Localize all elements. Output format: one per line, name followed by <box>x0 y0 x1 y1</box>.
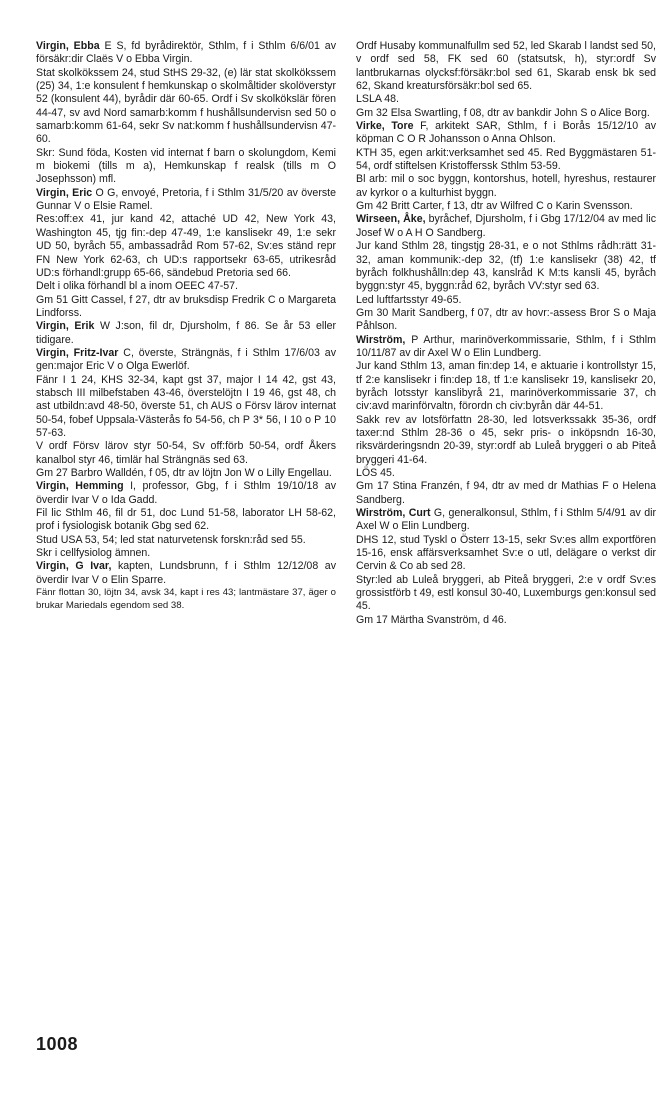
entry-paragraph <box>356 360 656 413</box>
entry-paragraph <box>356 240 656 293</box>
entry-paragraph <box>36 147 336 187</box>
entry-text: O G, envoyé, Pretoria, f i Sthlm 31/5/20 av överste Gunnar V o Elsie Ramel. <box>36 186 336 213</box>
entry-text: Gm 30 Marit Sandberg, f 07, dtr av hovr:-assess Bror S o Maja Påhlson. <box>356 306 656 333</box>
entry-text: Res:off:ex 41, jur kand 42, attaché UD 42, New York 43, Washington 45, tjg fin:-dep 47-49, 1:e kanslisekr 49, 1:e sekr UD 50, byråch 55, ambassadråd Rom 57-62, Sv:es ständ repr FN New York 62-63, ch UD:s rapportsekr 63-65, utrikesråd UD:s förhandl:grupp 65-66, sändebud Pretoria sed 66. <box>36 213 336 279</box>
person-name: Virgin, Hemming <box>36 480 124 493</box>
entry-heading-paragraph <box>356 507 656 534</box>
entry-text: G, generalkonsul, Sthlm, f i Sthlm 5/4/91 av dir Axel W o Elin Lundberg. <box>356 507 656 533</box>
entry-text: LÖS 45. <box>356 467 395 479</box>
page-number: 1008 <box>36 1034 79 1054</box>
left-column <box>36 40 336 612</box>
person-name: Virgin, G Ivar, <box>36 560 112 573</box>
entry-paragraph <box>36 374 336 441</box>
entry-text: Stat skolkökssem 24, stud StHS 29-32, (e) lär stat skolkökssem (25) 34, 1:e konsulent f hemkunskap o skolmåltider skolöverstyr 52 (konsulent 44), byrådir där 60-65. Ordf i Sv skolkökslär fören 44-47, sv avd Nord samarb:komm f hushållsundervisn sed 50 o samarb:komm 61-64, sekr Sv nat:komm f hushållsundervisn 47-60. <box>36 66 336 146</box>
entry-text: Fil lic Sthlm 46, fil dr 51, doc Lund 51-58, laborator LH 58-62, prof i fysiologisk botanik Gbg sed 62. <box>36 507 336 533</box>
entry-text: Ordf Husaby kommunalfullm sed 52, led Skarab l landst sed 50, v ordf sed 58, FK sed 60 (statsutsk, h), styr:ordf Sv lantbrukarnas olycksf:försäkr:bol sed 61, Skarab ensk bk sed 62, Skand kreatursförsäkr:bol sed 65. <box>356 40 656 93</box>
person-name: Virgin, Ebba <box>36 40 100 52</box>
entry-paragraph <box>36 587 336 612</box>
person-name: Wirström, Curt <box>356 507 431 520</box>
entry-text: Gm 17 Stina Franzén, f 94, dtr av med dr Mathias F o Helena Sandberg. <box>356 480 656 506</box>
entry-text: Gm 27 Barbro Walldén, f 05, dtr av löjtn Jon W o Lilly Engellau. <box>36 467 332 479</box>
entry-paragraph <box>36 213 336 280</box>
entry-heading-paragraph <box>356 213 656 240</box>
entry-text: Sakk rev av lotsförfattn 28-30, led lotsverkssakk 35-36, ordf taxer:nd Sthlm 28-36 o 45, sekr pris- o inköpsndn 16-30, riksvärderingsndn 20-39, styr:ordf ab Luleå bryggeri o ab Piteå bryggeri 41-64. <box>356 413 656 466</box>
entry-text: Gm 32 Elsa Swartling, f 08, dtr av bankdir John S o Alice Borg. <box>356 106 650 119</box>
entry-paragraph <box>356 534 656 574</box>
entry-text: V ordf Försv lärov styr 50-54, Sv off:förb 50-54, ordf Åkers kanalbol styr 46, timlär hal Strängnäs sed 63. <box>36 440 336 466</box>
entry-text: Gm 42 Britt Carter, f 13, dtr av Wilfred C o Karin Svensson. <box>356 200 633 213</box>
entry-paragraph <box>356 480 656 507</box>
entry-text: DHS 12, stud Tyskl o Österr 13-15, sekr Sv:es allm exportfören 15-16, ensk affärsverksamhet Sv:e o utl, delägare o verkst dir Cervin & Co ab sed 28. <box>356 533 656 573</box>
entry-text: kapten, Lundsbrunn, f i Sthlm 12/12/08 av överdir Ivar V o Elin Sparre. <box>36 560 336 586</box>
entry-text: byråchef, Djursholm, f i Gbg 17/12/04 av med lic Josef W o A H O Sandberg. <box>356 213 656 239</box>
entry-heading-paragraph <box>36 40 336 67</box>
entry-paragraph <box>356 40 656 93</box>
entry-text: Gm 51 Gitt Cassel, f 27, dtr av bruksdisp Fredrik C o Margareta Lindforss. <box>36 293 336 319</box>
entry-heading-paragraph <box>36 187 336 214</box>
entry-paragraph <box>356 294 656 307</box>
entry-text: P Arthur, marinöverkommissarie, Sthlm, f i Sthlm 10/11/87 av dir Axel W o Elin Lundberg. <box>356 333 656 359</box>
entry-text: LSLA 48. <box>356 93 400 106</box>
entry-paragraph <box>36 507 336 534</box>
entry-heading-paragraph <box>36 347 336 374</box>
person-name: Virke, Tore <box>356 120 414 133</box>
entry-heading-paragraph <box>36 320 336 347</box>
person-name: Virgin, Fritz-Ivar <box>36 346 119 359</box>
entry-paragraph <box>356 173 656 200</box>
entry-paragraph <box>36 280 336 293</box>
entry-text: I, professor, Gbg, f i Sthlm 19/10/18 av överdir Ivar V o Ida Gadd. <box>36 480 336 506</box>
entry-paragraph <box>36 534 336 547</box>
entry-text: Gm 17 Märtha Svanström, d 46. <box>356 613 507 626</box>
entry-heading-paragraph <box>356 334 656 361</box>
entry-text: F, arkitekt SAR, Sthlm, f i Borås 15/12/10 av köpman C O R Johansson o Anna Ohlson. <box>356 120 656 146</box>
entry-paragraph <box>36 467 336 480</box>
entry-paragraph <box>356 147 656 174</box>
entry-text: Led luftfartsstyr 49-65. <box>356 293 462 306</box>
entry-text: Bl arb: mil o soc byggn, kontorshus, hotell, hyreshus, restaurer av kyrkor o a kulturhist byggn. <box>356 173 656 199</box>
entry-text: Fänr I 1 24, KHS 32-34, kapt gst 37, major I 14 42, gst 43, stabsch III milbefstaben 43-46, överstelöjtn I 19 46, gst 48, ch ast utbildn:avd 48-50, överste 51, ch AUS o Försv lärov internat 50-54, fobef Uppsala-Västerås fo 54-56, ch P 3* 56, I 10 o P 10 57-63. <box>36 373 336 439</box>
entry-text: KTH 35, egen arkit:verksamhet sed 45. Red Byggmästaren 51-54, ordf stiftelsen Kristofferssk Sthlm 53-59. <box>356 146 656 173</box>
entry-text: Skr i cellfysiolog ämnen. <box>36 547 151 560</box>
person-name: Virgin, Eric <box>36 186 93 199</box>
entry-text: W J:son, fil dr, Djursholm, f 86. Se år 53 eller tidigare. <box>36 320 336 346</box>
right-column <box>356 40 656 627</box>
entry-text: Jur kand Sthlm 13, aman fin:dep 14, e aktuarie i kontrollstyr 15, tf 2:e kanslisekr i fin:dep 18, tf 1:e kanslisekr 19, kanslisekr 20, byråch lotsstyr kanslibyrå 21, marinöverkommissarie 37, ch civ:avd marinförvaltn, förordn ch civ:byrån där 44-51. <box>356 360 656 413</box>
entry-text: Styr:led ab Luleå bryggeri, ab Piteå bryggeri, 2:e v ordf Sv:es grossistförb t 49, estl konsul 30-40, Luxemburgs gen:konsul sed 45. <box>356 573 656 613</box>
entry-paragraph <box>356 574 656 614</box>
entry-paragraph <box>356 93 656 106</box>
entry-text: E S, fd byrådirektör, Sthlm, f i Sthlm 6/6/01 av försäkr:dir Claës V o Ebba Virgin. <box>36 40 336 66</box>
person-name: Wirseen, Åke, <box>356 213 426 226</box>
entry-text: C, överste, Strängnäs, f i Sthlm 17/6/03 av gen:major Eric V o Olga Ewerlöf. <box>36 346 336 373</box>
entry-text: Jur kand Sthlm 28, tingstjg 28-31, e o not Sthlms rådh:rätt 31-32, aman kommunik:-dep 32, (tf) 1:e kanslisekr (38) 42, tf byråch folkhushålln:dep 43, kanslråd K M:ts kansli 45, byråch byggn:styr 45, byggn:råd 62, byråch VV:styr sed 63. <box>356 240 656 293</box>
entry-paragraph <box>356 414 656 467</box>
entry-paragraph <box>356 200 656 213</box>
entry-paragraph <box>356 107 656 120</box>
entry-paragraph <box>356 614 656 627</box>
entry-heading-paragraph <box>356 120 656 147</box>
entry-paragraph <box>36 440 336 467</box>
person-name: Virgin, Erik <box>36 320 95 333</box>
entry-paragraph <box>356 307 656 334</box>
entry-paragraph <box>36 294 336 321</box>
entry-heading-paragraph <box>36 560 336 587</box>
entry-text: Skr: Sund föda, Kosten vid internat f barn o skolungdom, Kemi m biokemi (tills m a), Hemkunskap f realsk (tills m O Josephsson) mfl. <box>36 146 336 186</box>
entry-paragraph <box>36 67 336 147</box>
entry-text: Delt i olika förhandl bl a inom OEEC 47-57. <box>36 280 238 293</box>
entry-text: Fänr flottan 30, löjtn 34, avsk 34, kapt i res 43; lantmästare 37, äger o brukar Mariedals egendom sed 38. <box>36 587 336 611</box>
entry-paragraph <box>36 547 336 560</box>
entry-paragraph <box>356 467 656 480</box>
entry-text: Stud USA 53, 54; led stat naturvetensk forskn:råd sed 55. <box>36 533 306 546</box>
person-name: Wirström, <box>356 333 406 346</box>
entry-heading-paragraph <box>36 480 336 507</box>
